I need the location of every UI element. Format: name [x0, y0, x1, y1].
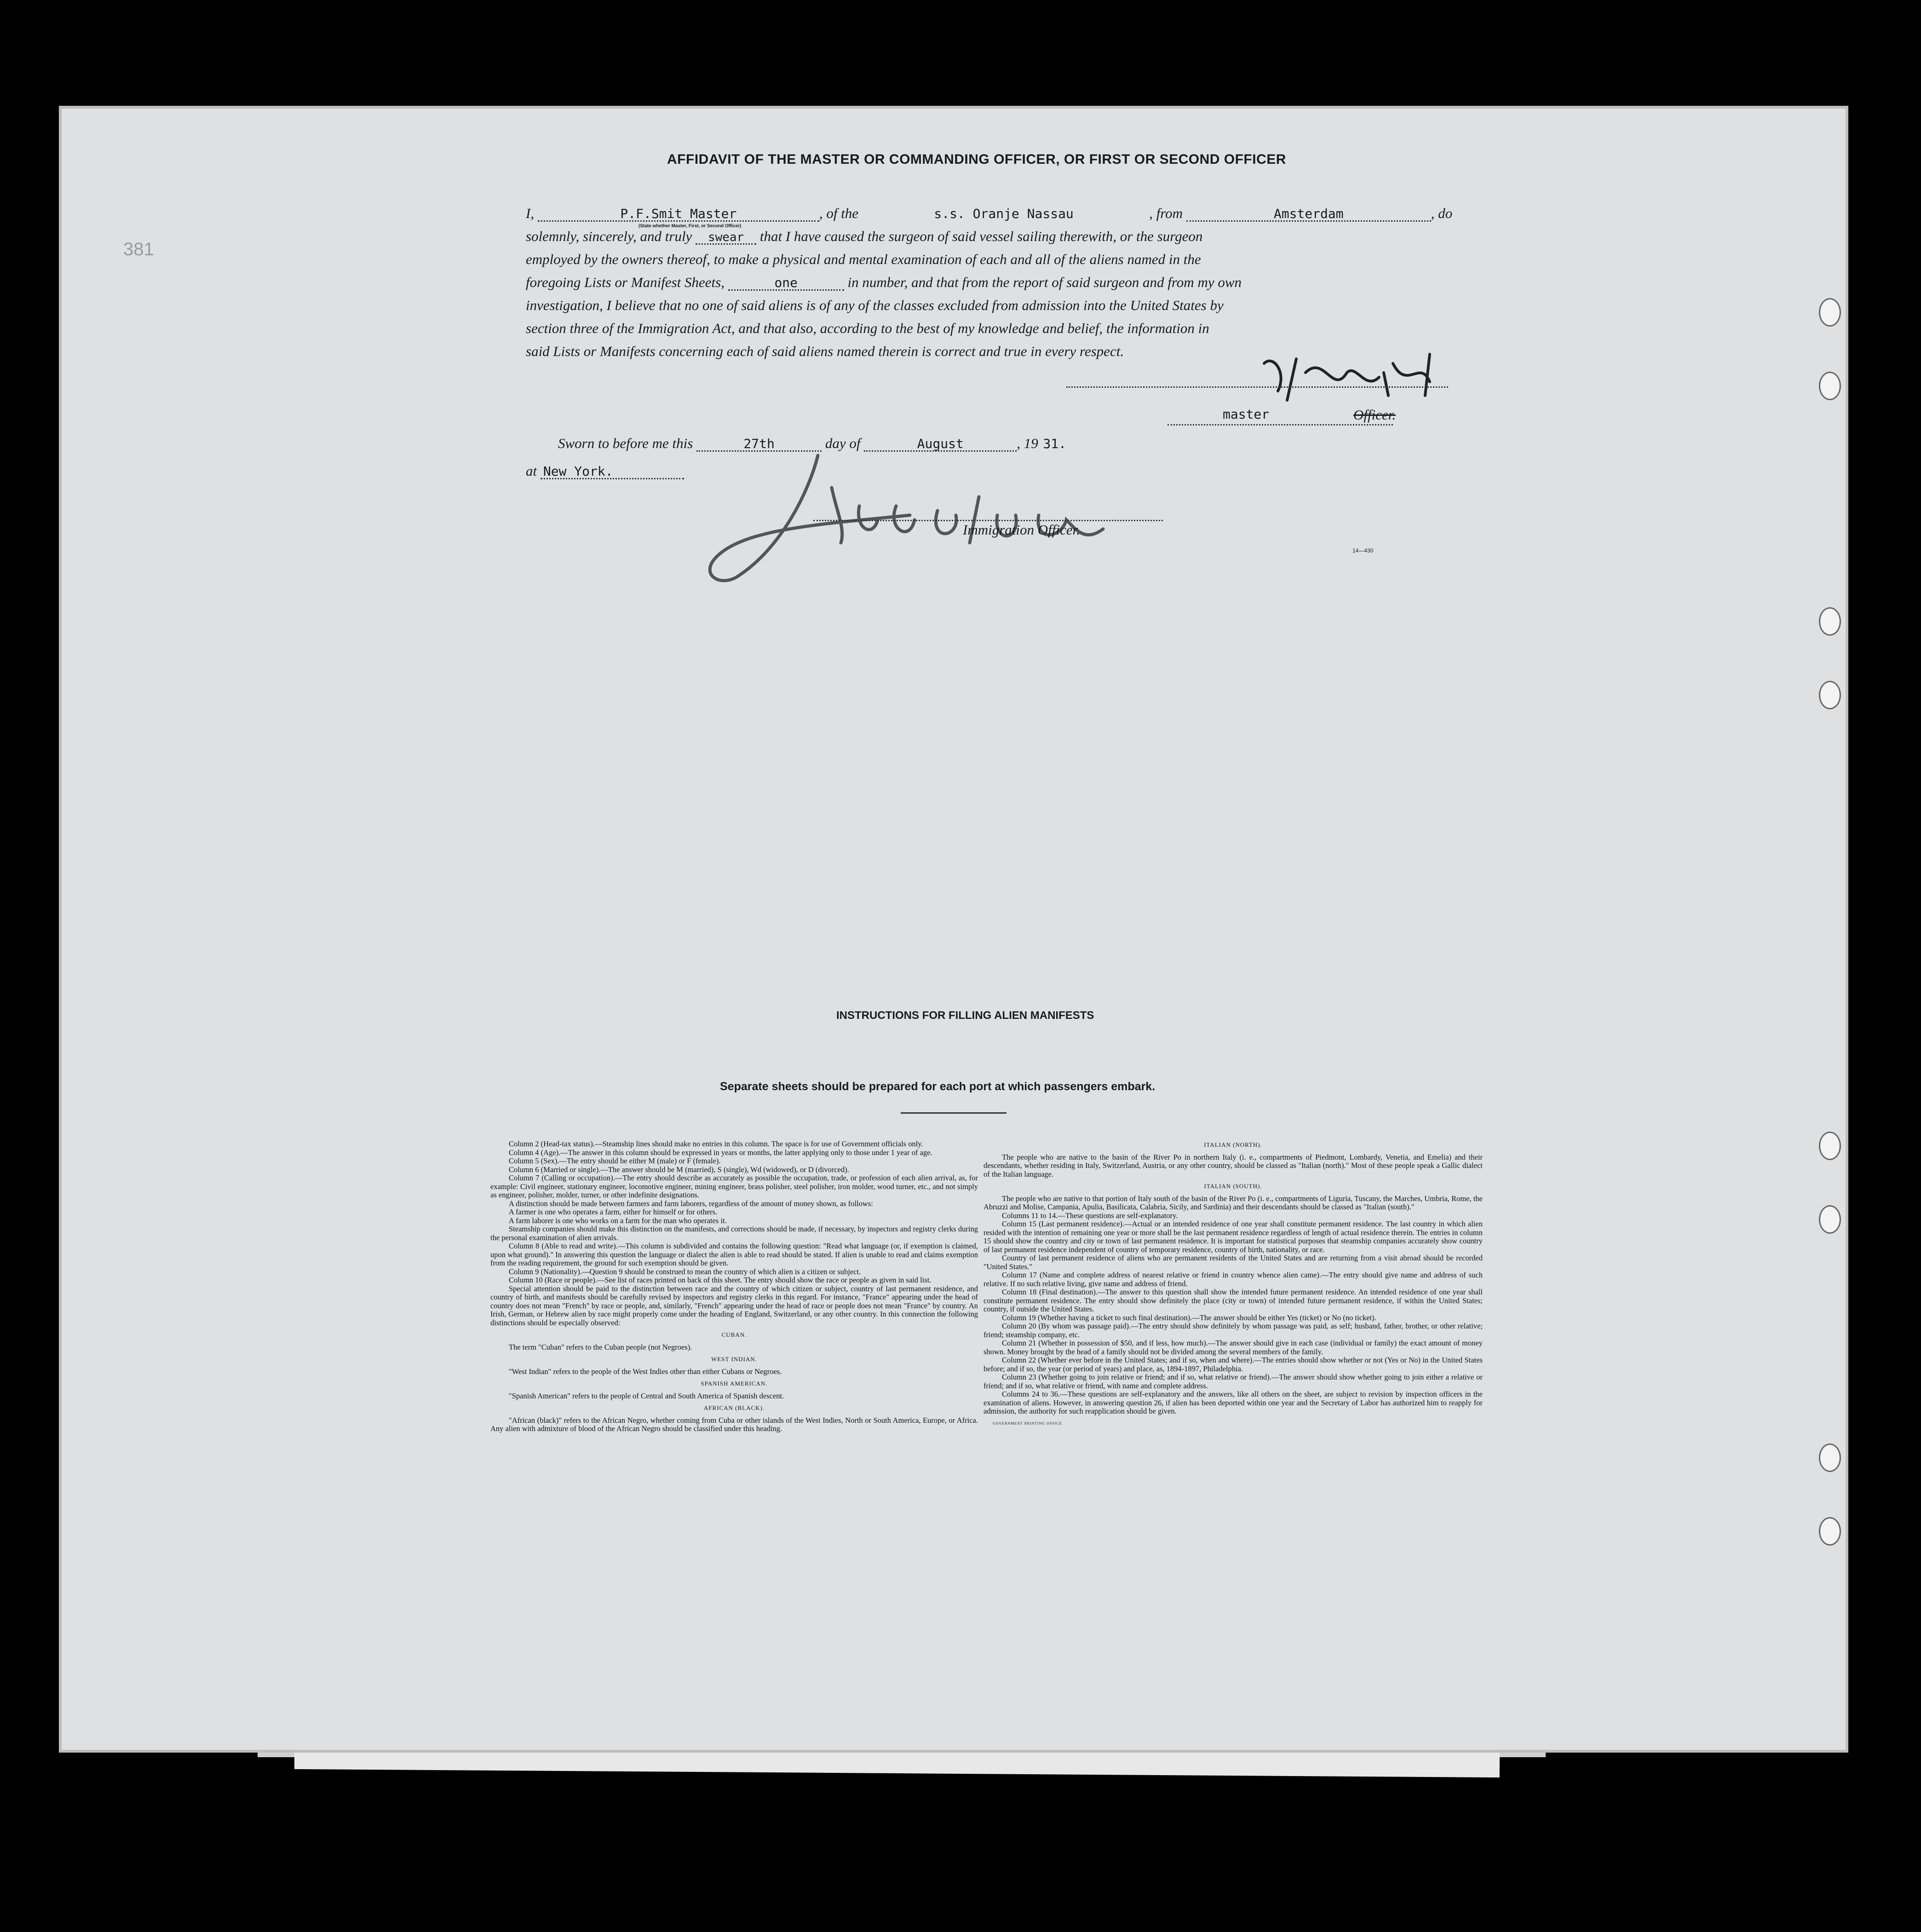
instruction-paragraph: The term "Cuban" refers to the Cuban people (not Negroes). — [509, 1342, 692, 1351]
officer-name-field: P.F.Smit Master — [538, 207, 819, 222]
instruction-paragraph: Column 20 (By whom was passage paid).—The entry should show definitely by whom passage was paid, as self; husband, father, brother, or other relative; friend; steamship company, etc. — [984, 1322, 1483, 1339]
instruction-paragraph: Column 22 (Whether ever before in the United States; and if so, when and where).—The entries should show whether or not (Yes or No) in the United States before; and if so, the year (or period of years) and place, as, 1894-1897, Philadelphia. — [984, 1356, 1483, 1373]
instruction-paragraph: "West Indian" refers to the people of the West Indies other than either Cubans or Negroes. — [509, 1367, 782, 1376]
affidavit-line-2 — [526, 229, 1202, 245]
instruction-paragraph: Column 8 (Able to read and write).—This column is subdivided and contains the following question: "Read what language (or, if exemption is claimed, upon what ground)." In answering this question the language or dialect the alien is able to read should be stated. If alien is unable to read and claims exemption from the reading requirement, the ground for such exemption should be given. — [490, 1242, 978, 1267]
text-sworn: Sworn to before me this — [558, 435, 693, 451]
instruction-paragraph: Column 17 (Name and complete address of nearest relative or friend in country whence alien came).—The entry should give name and address of such relative. If no such relative living, give name and address of friend. — [984, 1271, 1483, 1288]
instruction-paragraph: Column 10 (Race or people).—See list of races printed on back of this sheet. The entry should show the race or people as given in said list. — [509, 1276, 932, 1284]
section-heading-cuban: CUBAN. — [721, 1331, 747, 1338]
faint-page-mark: 381 — [123, 239, 154, 259]
sworn-year-field: 31. — [1043, 436, 1066, 451]
place-field: New York. — [541, 465, 684, 479]
instructions-left-column — [490, 1140, 978, 1433]
affidavit-line-1 — [526, 206, 1452, 222]
binder-hole — [1819, 1443, 1841, 1472]
immigration-officer-signature — [680, 437, 1209, 589]
instruction-paragraph: The people who are native to the basin of the River Po in northern Italy (i. e., compartments of Piedmont, Lombardy, Venetia, and Emelia) and their descendants, whether residing in Italy, Switzerland, Austria, or any other country, should be classed as "Italian (north)." Most of these people speak a Gallic dialect of the Italian language. — [984, 1152, 1483, 1179]
sworn-month-field: August — [864, 437, 1017, 452]
text-surgeon: that I have caused the surgeon of said vessel sailing therewith, or the surgeon — [759, 228, 1203, 244]
form-number: 14—430 — [1352, 547, 1374, 554]
oath-field: swear — [696, 231, 756, 245]
vessel-name-field: s.s. Oranje Nassau — [934, 206, 1074, 221]
instruction-paragraph: The people who are native to that portion of Italy south of the basin of the River Po (i. e., compartments of Liguria, Tuscany, the Marches, Umbria, Rome, the Abruzzi and Molise, Campania, Apulia, Basilicata, Calabria, Sicily, and Sardinia) and their descendants should be classed as "Italian (south)." — [984, 1194, 1483, 1211]
text-from: , from — [1149, 205, 1183, 221]
instruction-paragraph: Column 15 (Last permanent residence).—Actual or an intended residence of one year shall constitute permanent residence. The last country in which alien resided with the intention of remaining one year or more shall be the last permanent residence regardless of length of actual residence therein. The entries in column 15 should show the country and city or town of last permanent residence. It is important for statistical purposes that steamship companies accurately show country of last permanent residence independent of country of temporary residence, country of birth, nationality, or race. — [984, 1219, 1483, 1254]
instruction-paragraph: Column 5 (Sex).—The entry should be either M (male) or F (female). — [509, 1156, 721, 1165]
section-heading-italian-north: ITALIAN (NORTH). — [1204, 1141, 1262, 1148]
instruction-paragraph: Column 19 (Whether having a ticket to such final destination).—The answer should be either Yes (ticket) or No (no ticket). — [1002, 1313, 1376, 1322]
title-line — [1168, 424, 1393, 426]
binder-hole — [1819, 681, 1841, 709]
instruction-paragraph: Column 18 (Final destination).—The answer to this question shall show the intended future permanent residence. An intended residence of one year shall constitute permanent residence. The entry should show definitely the place (city or town) of intended future permanent residence, if within the United States; country, if outside the United States. — [984, 1288, 1483, 1313]
text-of-the: , of the — [819, 205, 859, 221]
text-solemnly: solemnly, sincerely, and truly — [526, 228, 692, 244]
instruction-paragraph: Column 7 (Calling or occupation).—The entry should describe as accurately as possible the occupation, trade, or profession of each alien arrival, as, for example: Civil engineer, stationary engineer, locomotive engineer, mining engineer, brass polisher, steel polisher, iron molder, wood turner, etc., and not simply as engineer, polisher, molder, turner, or other indefinite designations. — [490, 1173, 978, 1199]
master-signature — [1232, 345, 1490, 414]
text-in-number: in number, and that from the report of said surgeon and from my own — [847, 274, 1242, 290]
port-from-field: Amsterdam — [1186, 207, 1431, 222]
immigration-officer-label: Immigration Officer. — [963, 522, 1080, 538]
text-day-of: day of — [825, 435, 861, 451]
divider — [901, 1112, 1007, 1114]
instruction-paragraph: Column 4 (Age).—The answer in this column should be expressed in years or months, the latter applying only to those under 1 year of age. — [509, 1148, 932, 1157]
binder-hole — [1819, 298, 1841, 327]
text-nineteen: , 19 — [1017, 435, 1038, 451]
text-i: I, — [526, 205, 535, 221]
sworn-day-field: 27th — [696, 437, 822, 452]
affidavit-line-3: employed by the owners thereof, to make a physical and mental examination of each and all of the aliens named in the — [526, 251, 1201, 267]
instruction-paragraph: Column 2 (Head-tax status).—Steamship lines should make no entries in this column. The space is for use of Government officials only. — [509, 1139, 923, 1148]
signer-title: master — [1223, 407, 1270, 422]
instruction-paragraph: "Spanish American" refers to the people of Central and South America of Spanish descent. — [509, 1391, 784, 1400]
instruction-paragraph: A distinction should be made between farmers and farm laborers, regardless of the amount of money shown, as follows: — [509, 1199, 873, 1208]
instruction-paragraph: Column 23 (Whether going to join relative or friend; and if so, what relative or friend).—The answer should show whether going to join either a relative or friend; and if so, what relative or friend, with name and complete address. — [984, 1373, 1483, 1390]
instruction-paragraph: "African (black)" refers to the African Negro, whether coming from Cuba or other islands of the West Indies, North or South America, Europe, or Africa. Any alien with admixture of blood of the African Negro should be classified under this heading. — [490, 1415, 978, 1433]
manifest-sheet — [59, 106, 1848, 1753]
section-heading-italian-south: ITALIAN (SOUTH). — [1204, 1183, 1262, 1190]
sheet-count-field: one — [728, 276, 844, 291]
instruction-paragraph: Column 6 (Married or single).—The answer should be M (married), S (single), Wd (widowed), or D (divorced). — [509, 1165, 849, 1174]
officer-label: Officer. — [1353, 407, 1396, 423]
instruction-paragraph: A farm laborer is one who works on a farm for the man who operates it. — [509, 1216, 727, 1225]
affidavit-line-7: said Lists or Manifests concerning each of said aliens named therein is correct and true in every respect. — [526, 343, 1124, 359]
instruction-paragraph: Steamship companies should make this distinction on the manifests, and corrections should be made, if necessary, by inspectors and registry clerks during the personal examination of alien arrivals. — [490, 1225, 978, 1242]
binder-hole — [1819, 372, 1841, 400]
state-officer-note: (State whether Master, First, or Second Officer) — [638, 224, 742, 229]
instructions-subtitle: Separate sheets should be prepared for each port at which passengers embark. — [720, 1080, 1156, 1093]
binder-hole — [1819, 1132, 1841, 1160]
text-foregoing: foregoing Lists or Manifest Sheets, — [526, 274, 725, 290]
instruction-paragraph: Column 9 (Nationality).—Question 9 should be construed to mean the country of which alien is a citizen or subject. — [509, 1267, 861, 1276]
instruction-paragraph: Columns 11 to 14.—These questions are self-explanatory. — [1002, 1211, 1178, 1220]
printer-imprint: GOVERNMENT PRINTING OFFICE — [993, 1421, 1062, 1426]
text-at: at — [526, 463, 537, 479]
section-heading-spanish-american: SPANISH AMERICAN. — [701, 1380, 768, 1387]
section-heading-west-indian: WEST INDIAN. — [711, 1356, 757, 1363]
signature-line — [1066, 386, 1448, 388]
binder-hole — [1819, 1517, 1841, 1546]
text-do: , do — [1431, 205, 1453, 221]
place-line — [526, 464, 684, 479]
instruction-paragraph: Special attention should be paid to the distinction between race and the country of which citizen or subject, country of last permanent residence, and country of birth, and manifests should be carefully revised by inspectors and registry clerks in this regard. For instance, "France" appearing under the head of country does not mean "French" by race or people, and, similarly, "French" appearing under the head of race or people does not mean "France" by country. An Irish, German, or Hebrew alien by race might properly come under the heading of England, Switzerland, or any other country. In this connection the following distinctions should be especially observed: — [490, 1284, 978, 1327]
officer-signature-line — [813, 520, 1163, 521]
affidavit-line-5: investigation, I believe that no one of said aliens is of any of the classes excluded from admission into the United States by — [526, 297, 1224, 313]
affidavit-title: AFFIDAVIT OF THE MASTER OR COMMANDING OFFICER, OR FIRST OR SECOND OFFICER — [667, 152, 1286, 167]
instructions-title: INSTRUCTIONS FOR FILLING ALIEN MANIFESTS — [836, 1009, 1094, 1022]
binder-hole — [1819, 1205, 1841, 1234]
binder-hole — [1819, 607, 1841, 636]
affidavit-line-6: section three of the Immigration Act, and that also, according to the best of my knowledge and belief, the information in — [526, 320, 1209, 336]
instruction-paragraph: Country of last permanent residence of aliens who are permanent residents of the United States and are returning from a visit abroad should be recorded "United States." — [984, 1254, 1483, 1271]
instructions-right-column — [984, 1137, 1483, 1432]
instruction-paragraph: Column 21 (Whether in possession of $50, and if less, how much).—The answer should give in each case (individual or family) the exact amount of money shown. Money brought by the head of a family should not be divided among the several members of the family. — [984, 1339, 1483, 1356]
instruction-paragraph: Columns 24 to 36.—These questions are self-explanatory and the answers, like all others on the sheet, are subject to revision by inspection officers in the examination of aliens. However, in answering question 26, if alien has been deported within one year and the Secretary of Labor has authorized him to reapply for admission, the authority for such reapplication should be given. — [984, 1390, 1483, 1415]
affidavit-line-4 — [526, 275, 1242, 291]
instruction-paragraph: A farmer is one who operates a farm, either for himself or for others. — [509, 1208, 718, 1216]
section-heading-african: AFRICAN (BLACK). — [703, 1404, 765, 1411]
